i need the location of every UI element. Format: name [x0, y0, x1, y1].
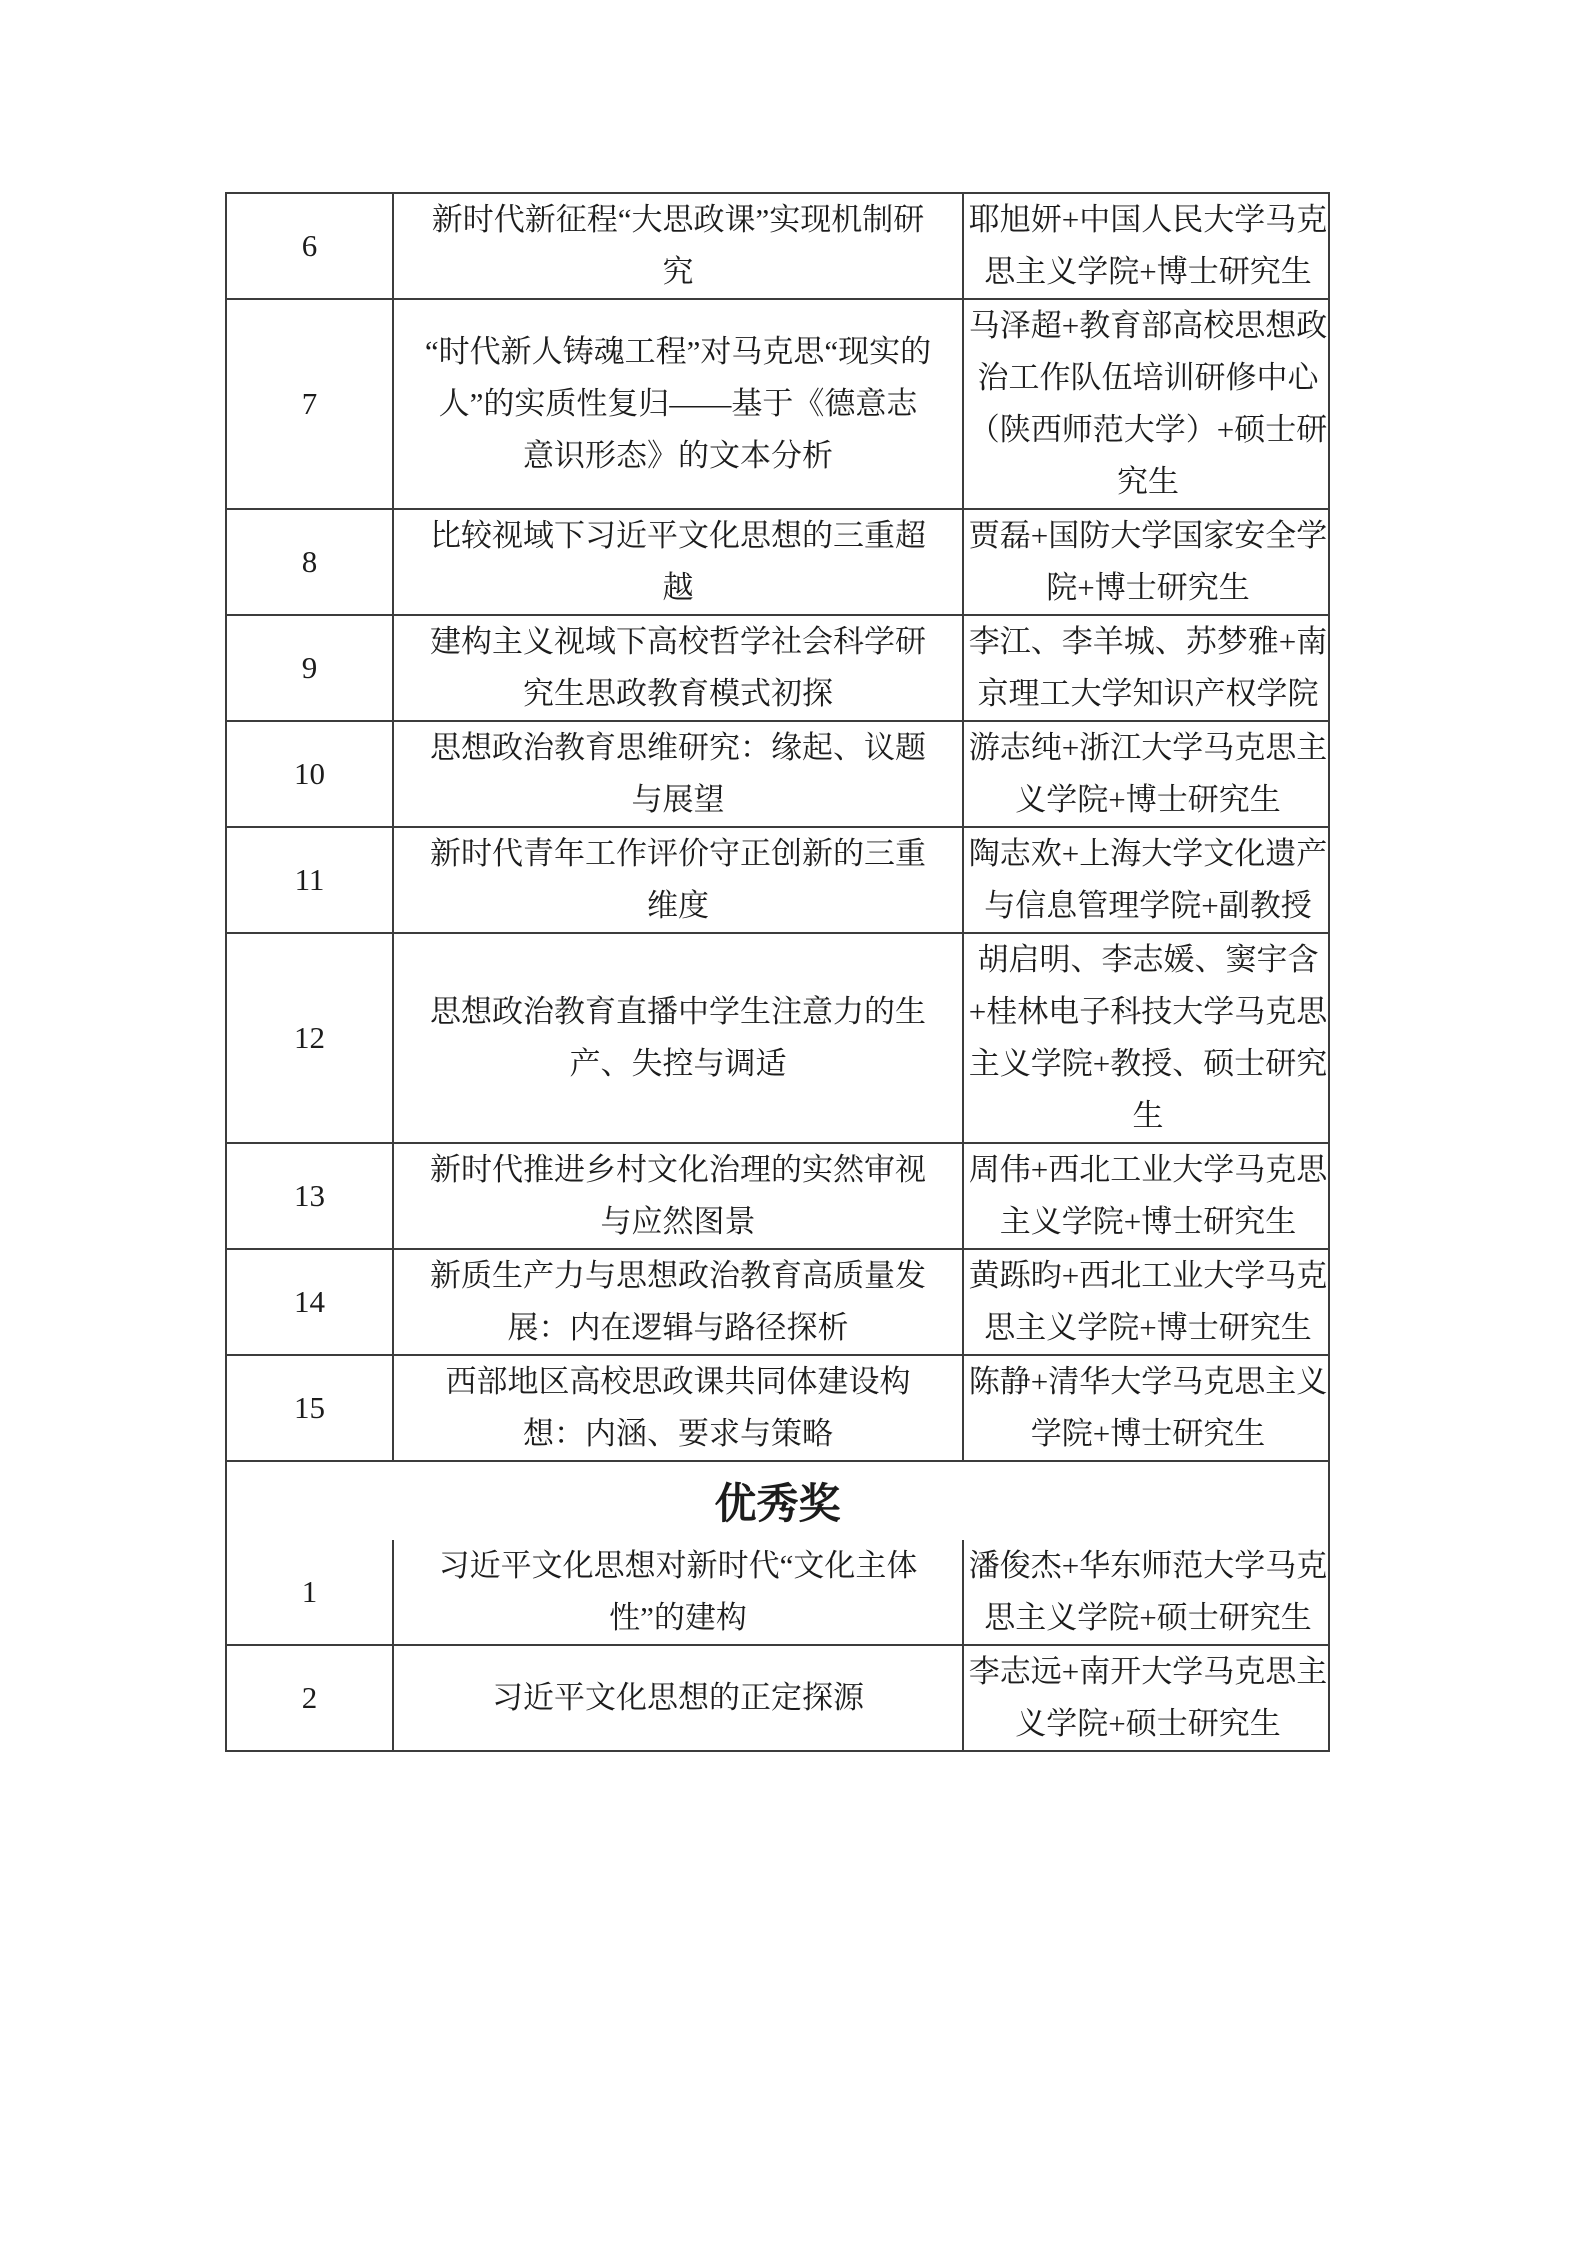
author-affiliation-cell: 陶志欢+上海大学文化遗产与信息管理学院+副教授	[968, 836, 1328, 923]
author-affiliation-cell: 胡启明、李志媛、窦宇含+桂林电子科技大学马克思主义学院+教授、硕士研究生	[968, 942, 1328, 1133]
paper-title-cell: “时代新人铸魂工程”对马克思“现实的人”的实质性复归——基于《德意志意识形态》的文本分析	[392, 300, 964, 508]
paper-title-cell: 新时代推进乡村文化治理的实然审视与应然图景	[392, 1144, 964, 1248]
table-row	[227, 720, 1328, 826]
table-row	[227, 298, 1328, 508]
author-affiliation-cell: 李江、李羊城、苏梦雅+南京理工大学知识产权学院	[968, 624, 1328, 711]
table-row	[227, 1644, 1328, 1750]
author-affiliation-cell: 游志纯+浙江大学马克思主义学院+博士研究生	[968, 730, 1328, 817]
row-number-cell: 11	[294, 862, 325, 897]
table-row	[227, 508, 1328, 614]
excellence-rows-section	[227, 1540, 1328, 1750]
table-row	[227, 1142, 1328, 1248]
row-number-cell: 1	[301, 1574, 318, 1609]
table-row	[227, 1540, 1328, 1644]
row-number-cell: 14	[294, 1284, 325, 1319]
author-affiliation-cell: 陈静+清华大学马克思主义学院+博士研究生	[968, 1364, 1328, 1451]
table-row	[227, 614, 1328, 720]
row-number-cell: 13	[294, 1178, 325, 1213]
author-affiliation-cell: 黄跞昀+西北工业大学马克思主义学院+博士研究生	[968, 1258, 1328, 1345]
table-row	[227, 826, 1328, 932]
row-number-cell: 7	[301, 386, 318, 421]
author-affiliation-cell: 马泽超+教育部高校思想政治工作队伍培训研修中心（陕西师范大学）+硕士研究生	[968, 308, 1328, 499]
section-header-excellence-award: 优秀奖	[227, 1460, 1328, 1540]
paper-title-cell: 建构主义视域下高校哲学社会科学研究生思政教育模式初探	[392, 616, 964, 720]
paper-title-cell: 思想政治教育思维研究：缘起、议题与展望	[392, 722, 964, 826]
paper-title-cell: 比较视域下习近平文化思想的三重超越	[392, 510, 964, 614]
award-table	[225, 192, 1330, 1752]
paper-title-cell: 新时代新征程“大思政课”实现机制研究	[392, 194, 964, 298]
row-number-cell: 12	[294, 1020, 325, 1055]
author-affiliation-cell: 贾磊+国防大学国家安全学院+博士研究生	[968, 518, 1328, 605]
paper-title-cell: 新时代青年工作评价守正创新的三重维度	[392, 828, 964, 932]
table-row	[227, 1354, 1328, 1460]
paper-title-cell: 西部地区高校思政课共同体建设构想：内涵、要求与策略	[392, 1356, 964, 1460]
row-number-cell: 15	[294, 1390, 325, 1425]
author-affiliation-cell: 耶旭妍+中国人民大学马克思主义学院+博士研究生	[968, 202, 1328, 289]
row-number-cell: 6	[301, 228, 318, 263]
table-row	[227, 1248, 1328, 1354]
author-affiliation-cell: 潘俊杰+华东师范大学马克思主义学院+硕士研究生	[968, 1548, 1328, 1635]
row-number-cell: 10	[294, 756, 325, 791]
award-rows-section	[227, 194, 1328, 1460]
table-row	[227, 932, 1328, 1142]
paper-title-cell: 思想政治教育直播中学生注意力的生产、失控与调适	[392, 934, 964, 1142]
author-affiliation-cell: 李志远+南开大学马克思主义学院+硕士研究生	[968, 1654, 1328, 1741]
row-number-cell: 2	[301, 1680, 318, 1715]
row-number-cell: 9	[301, 650, 318, 685]
author-affiliation-cell: 周伟+西北工业大学马克思主义学院+博士研究生	[968, 1152, 1328, 1239]
paper-title-cell: 新质生产力与思想政治教育高质量发展：内在逻辑与路径探析	[392, 1250, 964, 1354]
paper-title-cell: 习近平文化思想的正定探源	[392, 1646, 964, 1750]
table-row	[227, 194, 1328, 298]
row-number-cell: 8	[301, 544, 318, 579]
paper-title-cell: 习近平文化思想对新时代“文化主体性”的建构	[392, 1540, 964, 1644]
